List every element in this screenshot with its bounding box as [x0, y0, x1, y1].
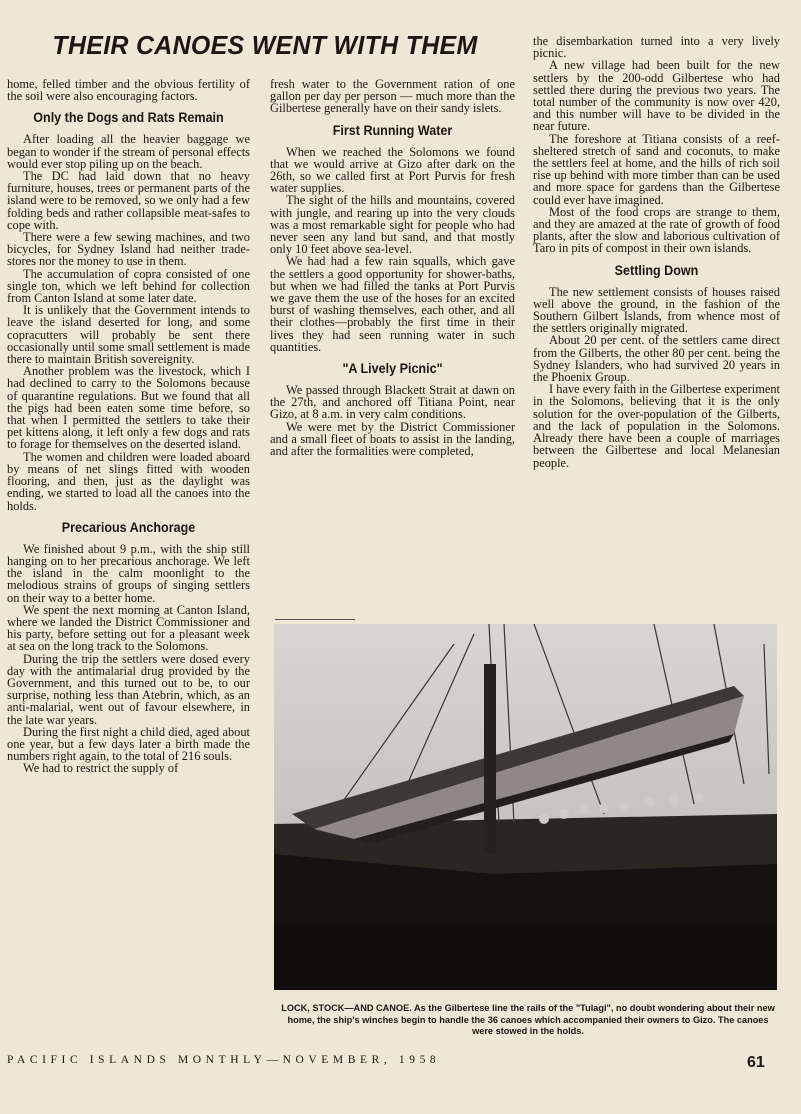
- paragraph: During the first night a child died, aged about one year, but a few days later a birth made the numbers right again, to the total of 216 souls.: [7, 724, 250, 764]
- paragraph: We had had a few rain squalls, which gave the settlers a good opportunity for shower-baths, but when we had filled the tanks at Port Purvis we gave them the use of the hoses for an excited burst of washing themselves, each other, and all their clothes—probably the first time in their lives they had seen running water in such quantities.: [270, 254, 515, 354]
- subheading: "A Lively Picnic": [342, 361, 443, 377]
- paragraph: Most of the food crops are strange to them, and they are amazed at the rate of growth of food plants, after the slow and laborious cultivation of Taro in pits of compost in their own islands.: [533, 204, 780, 256]
- paragraph: I have every faith in the Gilbertese experiment in the Solomons, believing that it is the only solution for the over-population of the Gilberts, and the lack of population in the Solomons. Already there have been a couple of marriages between the Gilbertese and local Melanesian people.: [533, 382, 780, 470]
- paragraph: We finished about 9 p.m., with the ship still hanging on to her precarious anchorage. We left the island in the calm moonlight to the melodious strains of groups of singing settlers on their way to a better home.: [7, 541, 250, 605]
- paragraph: Another problem was the livestock, which I had declined to carry to the Solomons because of quarantine regulations. But we found that all the pigs had been eaten some time before, so that when I permitted the settlers to take their pet kittens along, it left only a few dogs and rats to forage for themselves on the deserted island.: [7, 364, 250, 452]
- page-number: 61: [747, 1054, 765, 1071]
- paragraph: A new village had been built for the new settlers by the 200-odd Gilbertese who had settled there during the previous two years. The total number of the community is now over 420, and this number will have to be divided in the near future.: [533, 58, 780, 134]
- subheading: Only the Dogs and Rats Remain: [33, 110, 224, 126]
- article-title: THEIR CANOES WENT WITH THEM: [52, 30, 478, 60]
- subheading: Settling Down: [614, 262, 699, 278]
- caption-lead: LOCK, STOCK—AND CANOE.: [281, 1003, 412, 1013]
- paragraph: We passed through Blackett Strait at dawn on the 27th, and anchored off Titiana Point, near Gizo, at 8 a.m. in very calm conditions.: [270, 383, 515, 422]
- paragraph: After loading all the heavier baggage we began to wonder if the stream of personal effects would ever stop piling up on the beach.: [7, 132, 250, 171]
- subheading: Precarious Anchorage: [61, 519, 196, 535]
- column-2: [270, 78, 515, 457]
- paragraph: The new settlement consists of houses raised well above the ground, in the fashion of the Southern Gilbert Islands, from whence most of the settlers originally migrated.: [533, 284, 780, 336]
- subheading: First Running Water: [332, 122, 453, 138]
- paragraph: About 20 per cent. of the settlers came direct from the Gilberts, the other 80 per cent. being the Sydney Islanders, who had survived 20 years in the Phoenix Group.: [533, 333, 780, 385]
- column-1: [7, 78, 250, 775]
- paragraph: The sight of the hills and mountains, covered with jungle, and rearing up into the very clouds was a most remarkable sight for people who had never seen any land but sand, and that mostly only 10 feet above sea-level.: [270, 193, 515, 257]
- divider: [275, 619, 355, 620]
- paragraph: fresh water to the Government ration of one gallon per day per person — much more than the Gilbertese generally have on their sandy islets.: [270, 77, 515, 116]
- paragraph: the disembarkation turned into a very lively picnic.: [533, 34, 780, 61]
- column-3: [533, 35, 780, 469]
- photo-caption: [278, 1003, 778, 1038]
- paragraph: The DC had laid down that no heavy furniture, houses, trees or permanent parts of the island were to be removed, so we only had a few folding beds and rather collapsible meat-safes to cope with.: [7, 169, 250, 232]
- paragraph: It is unlikely that the Government intends to leave the island deserted for long, and some copracutters will probably be sent there occasionally until some small settlement is made there to maintain British sovereignity.: [7, 303, 250, 367]
- paragraph: We were met by the District Commissioner and a small fleet of boats to assist in the landing, and after the formalities were completed,: [270, 419, 515, 459]
- paragraph: We had to restrict the supply of: [23, 761, 179, 776]
- paragraph: When we reached the Solomons we found that we would arrive at Gizo after dark on the 26th, so we called first at Port Purvis for fresh water supplies.: [270, 144, 515, 196]
- paragraph: home, felled timber and the obvious fertility of the soil were also encouraging factors.: [7, 77, 250, 104]
- publication-footer: PACIFIC ISLANDS MONTHLY—NOVEMBER, 1958: [7, 1054, 441, 1066]
- paragraph: During the trip the settlers were dosed every day with the antimalarial drug provided by the Government, and this turned out to be, to our surprise, nothing less than Atebrin, which, as an anti-malarial, went out of favour elsewhere, in the late war years.: [7, 651, 250, 727]
- canoe-loading-photo: [274, 624, 777, 990]
- paragraph: The foreshore at Titiana consists of a reef-sheltered stretch of sand and coconuts, to make the settlers feel at home, and the hills of rich soil rise up behind with more timber than can be used and more space for gardens than the Gilbertese could ever have imagined.: [533, 131, 780, 207]
- caption-text: As the Gilbertese line the rails of the "Tulagi", no doubt wondering about their new home, the ship's winches begin to handle the 36 canoes which accompanied their owners to Gizo. The canoes were stowed in the holds.: [287, 1003, 775, 1037]
- paragraph: We spent the next morning at Canton Island, where we landed the District Commissioner and his party, before setting out for a pleasant week at sea on the long track to the Solomons.: [7, 602, 250, 654]
- paragraph: There were a few sewing machines, and two bicycles, for Sydney Island had neither trade-stores nor the money to use in them.: [7, 230, 250, 269]
- paragraph: The women and children were loaded aboard by means of net slings fitted with wooden flooring, and then, just as the daylight was ending, we started to load all the canoes into the holds.: [7, 449, 250, 513]
- paragraph: The accumulation of copra consisted of one single ton, which we left behind for collection from Canton Island at some later date.: [7, 266, 250, 306]
